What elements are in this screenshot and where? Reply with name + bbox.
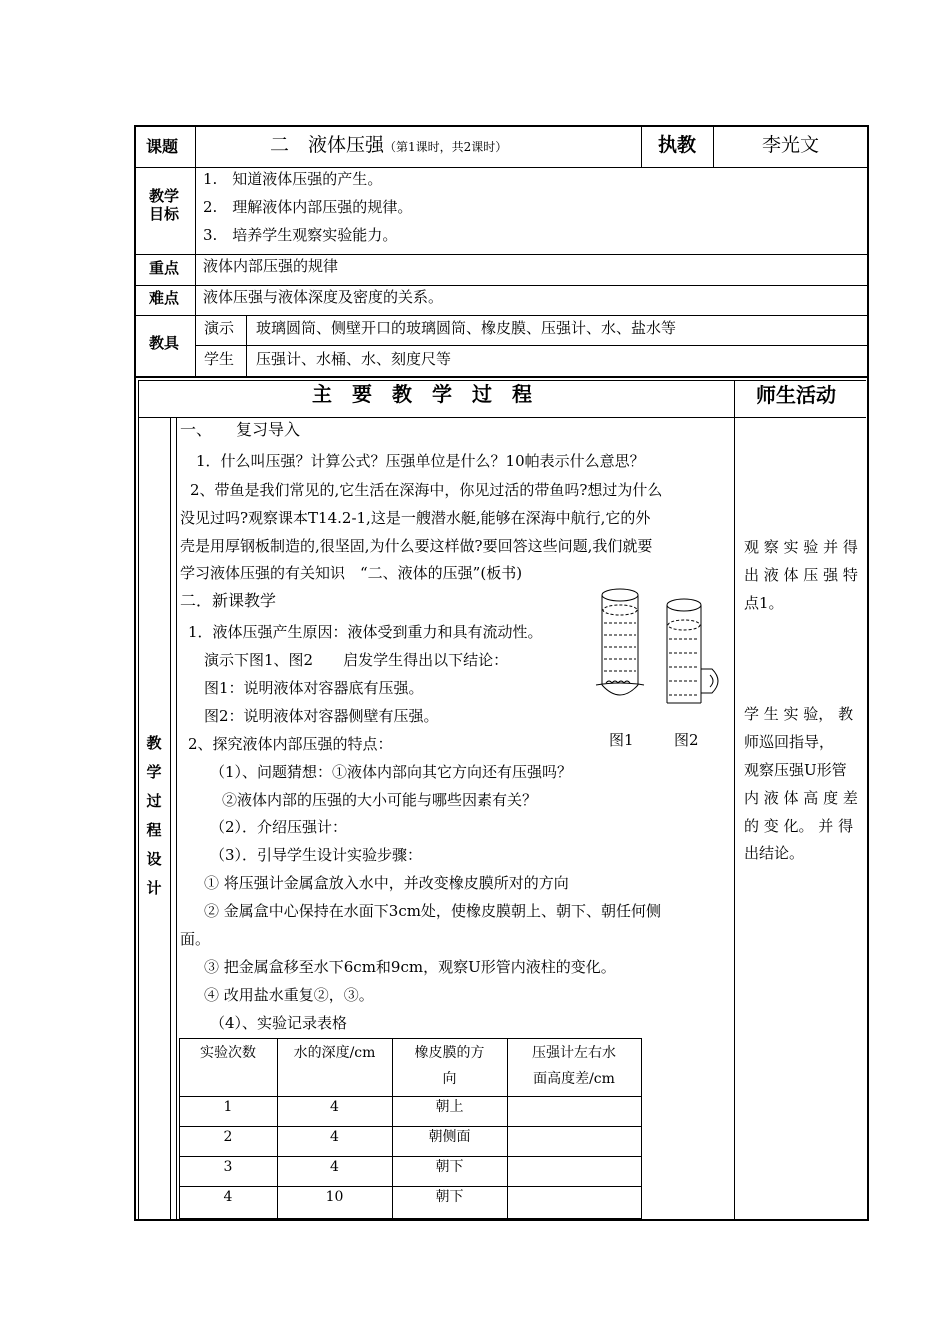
objectives-label: 教学目标 [148,187,179,223]
col-divider [734,380,735,1220]
review-q2-line2: 没见过吗?观察课本T14.2-1,这是一艘潜水艇,能够在深海中航行,它的外 [180,509,651,527]
activity-2-line6: 出结论。 [744,844,805,862]
objective-2: 2. 理解液体内部压强的规律。 [203,198,413,216]
new-lesson-2: 演示下图1、图2 启发学生得出以下结论： [204,651,509,669]
tools-student-text: 压强计、水桶、水、刻度尺等 [256,350,452,368]
review-q1: 1．什么叫压强？计算公式？压强单位是什么？10帕表示什么意思？ [196,452,645,470]
figure-2-label: 图2 [674,731,699,749]
row-divider [134,315,869,316]
cell-r3-trial: 3 [223,1159,233,1175]
figure-1-label: 图1 [609,731,634,749]
activity-2-line3: 观察压强U形管 [744,761,847,779]
cell-r1-trial: 1 [223,1099,233,1115]
new-lesson-4: 图2：说明液体对容器侧壁有压强。 [204,707,439,725]
keypoint-label: 重点 [149,259,180,277]
new-lesson-11b: 面。 [180,930,211,948]
figure-2-cylinder [660,595,730,710]
section1-title: 一、 复习导入 [180,420,301,439]
new-lesson-9: （3）．引导学生设计实验步骤： [210,846,423,864]
table-line [641,1038,642,1219]
lesson-title [270,135,507,157]
activity-1-line3: 点1。 [744,594,784,612]
objective-3: 3. 培养学生观察实验能力。 [203,226,398,244]
activity-2-line4: 内 液 体 高 度 差 [744,789,858,807]
tools-demo-label: 演示 [204,319,235,337]
row-divider [138,417,866,418]
cell-r4-trial: 4 [223,1189,233,1205]
activity-heading: 师生活动 [756,383,836,407]
keypoint-text: 液体内部压强的规律 [203,257,339,275]
lesson-title-sub: （第1课时，共2课时） [384,140,508,154]
new-lesson-10: ① 将压强计金属盒放入水中，并改变橡皮膜所对的方向 [204,874,569,892]
new-lesson-11a: ② 金属盒中心保持在水面下3cm处，使橡皮膜朝上、朝下、朝任何侧 [204,902,661,920]
teacher-name: 李光文 [762,134,820,156]
lesson-title-main: 二 液体压强 [270,134,385,156]
header-depth: 水的深度/cm [293,1045,376,1061]
bottom-border [134,1219,869,1221]
process-side-label: 教学过程设计 [146,734,162,897]
top-border [134,125,869,127]
review-q2-line1: 2、带鱼是我们常见的,它生活在深海中，你见过活的带鱼吗?想过为什么 [190,481,663,499]
activity-2-line5: 的 变 化。 并 得 [744,817,854,835]
difficulty-label: 难点 [149,289,180,307]
header-trial: 实验次数 [200,1045,256,1061]
new-lesson-5: 2、探究液体内部压强的特点： [188,735,393,753]
cell-r2-depth: 4 [330,1129,339,1145]
col-divider [641,125,642,168]
new-lesson-14: （4）、实验记录表格 [210,1014,348,1032]
left-border [134,125,136,1221]
header-height-l2: 面高度差/cm [533,1071,615,1087]
record-table [179,1038,642,1219]
teacher-label: 执教 [658,134,697,156]
col-divider [195,125,196,377]
row-divider [195,345,869,346]
objective-1: 1. 知道液体压强的产生。 [203,170,383,188]
row-divider [134,167,869,168]
cell-r2-trial: 2 [223,1129,233,1145]
col-divider [176,417,177,1220]
inner-border [138,380,139,1220]
activity-2-line1: 学 生 实 验， 教 [744,705,854,723]
row-divider [134,254,869,255]
section2-title: 二．新课教学 [180,591,277,610]
header-height-l1: 压强计左右水 [532,1045,616,1061]
topic-label: 课题 [146,137,179,156]
cell-r1-depth: 4 [330,1099,339,1115]
cell-r4-dir: 朝下 [435,1189,464,1205]
new-lesson-1: 1．液体压强产生原因：液体受到重力和具有流动性。 [188,623,543,641]
col-divider [170,417,171,1220]
new-lesson-12: ③ 把金属盒移至水下6cm和9cm，观察U形管内液柱的变化。 [204,958,616,976]
process-heading: 主 要 教 学 过 程 [312,382,532,406]
difficulty-text: 液体压强与液体深度及密度的关系。 [203,288,444,306]
cell-r3-depth: 4 [330,1159,339,1175]
col-divider [713,125,714,168]
row-divider [134,376,869,378]
activity-2-line2: 师巡回指导， [744,733,835,751]
new-lesson-13: ④ 改用盐水重复②，③。 [204,986,374,1004]
tools-student-label: 学生 [204,350,235,368]
tools-label: 教具 [149,334,180,352]
review-q2-line4: 学习液体压强的有关知识 “二、液体的压强”(板书) [180,564,523,582]
figure-1-cylinder [592,585,652,715]
new-lesson-8: （2）．介绍压强计： [210,818,348,836]
cell-r3-dir: 朝下 [435,1159,464,1175]
cell-r2-dir: 朝侧面 [428,1129,471,1145]
col-divider [246,315,247,377]
cell-r4-depth: 10 [325,1189,344,1205]
new-lesson-6: （1）、问题猜想：①液体内部向其它方向还有压强吗？ [210,763,573,781]
review-q2-line3: 壳是用厚钢板制造的,很坚固,为什么要这样做?要回答这些问题,我们就要 [180,537,653,555]
tools-demo-text: 玻璃圆筒、侧壁开口的玻璃圆筒、橡皮膜、压强计、水、盐水等 [256,319,677,337]
table-line [179,1218,642,1219]
header-membrane-l1: 橡皮膜的方 [414,1045,485,1061]
row-divider [134,285,869,286]
header-membrane-l2: 向 [442,1071,457,1087]
new-lesson-3: 图1：说明液体对容器底有压强。 [204,679,424,697]
activity-1-line1: 观 察 实 验 并 得 [744,538,858,556]
cell-r1-dir: 朝上 [435,1099,464,1115]
activity-1-line2: 出 液 体 压 强 特 [744,566,858,584]
new-lesson-7: ②液体内部的压强的大小可能与哪些因素有关？ [222,791,538,809]
right-border [867,125,869,1221]
